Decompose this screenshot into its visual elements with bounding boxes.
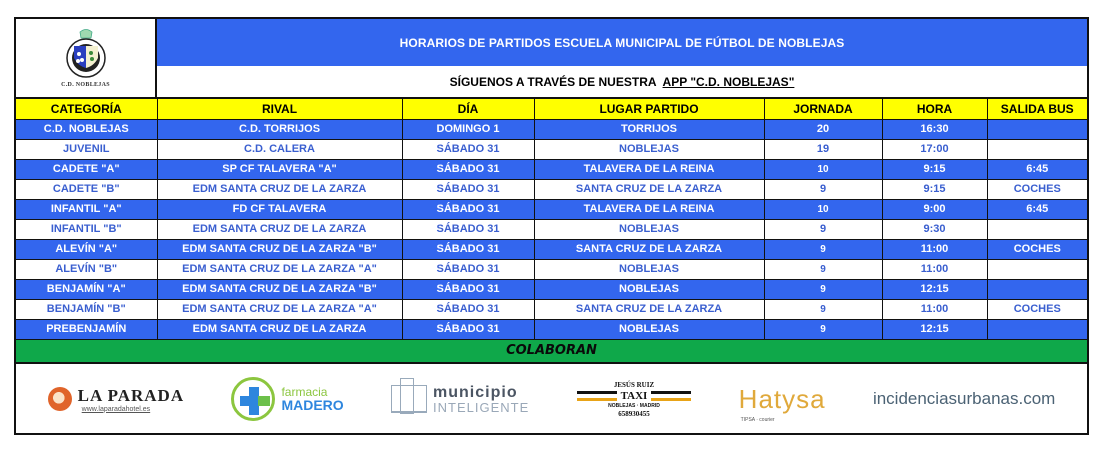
hatysa-name: Hatysa <box>738 383 826 414</box>
title-block <box>157 19 1087 97</box>
cell-lugar: NOBLEJAS <box>534 139 764 159</box>
cell-dia: SÁBADO 31 <box>402 159 534 179</box>
table-header-row <box>16 99 1087 119</box>
cell-hora: 12:15 <box>882 279 987 299</box>
cell-hora: 9:00 <box>882 199 987 219</box>
club-logo <box>16 19 157 97</box>
cell-salida-bus: 6:45 <box>987 199 1087 219</box>
table-row <box>16 219 1087 239</box>
cell-dia: SÁBADO 31 <box>402 259 534 279</box>
cell-hora: 9:30 <box>882 219 987 239</box>
table-row <box>16 199 1087 219</box>
taxi-wing-right-icon <box>651 391 691 401</box>
colaboran-banner: COLABORAN <box>16 340 1087 364</box>
cell-jornada: 9 <box>764 239 882 259</box>
municipio-line1: municipio <box>433 383 518 401</box>
cell-rival: SP CF TALAVERA "A" <box>157 159 402 179</box>
subtitle-prefix: SÍGUENOS A TRAVÉS DE NUESTRA <box>449 74 657 89</box>
sponsor-taxi-jesus-ruiz[interactable] <box>577 381 692 418</box>
cell-salida-bus: COCHES <box>987 299 1087 319</box>
cell-lugar: TALAVERA DE LA REINA <box>534 159 764 179</box>
cell-rival: C.D. TORRIJOS <box>157 119 402 139</box>
subtitle <box>157 66 1087 97</box>
page-title: HORARIOS DE PARTIDOS ESCUELA MUNICIPAL DE FÚTBOL DE NOBLEJAS <box>157 19 1087 66</box>
cell-rival: EDM SANTA CRUZ DE LA ZARZA <box>157 179 402 199</box>
cell-categoria: BENJAMÍN "B" <box>16 299 157 319</box>
taxi-phone: 658930455 <box>618 409 650 418</box>
cell-hora: 11:00 <box>882 299 987 319</box>
cell-rival: EDM SANTA CRUZ DE LA ZARZA "B" <box>157 279 402 299</box>
sponsor-la-parada[interactable] <box>48 386 184 413</box>
cell-jornada: 9 <box>764 179 882 199</box>
cell-categoria: INFANTIL "A" <box>16 199 157 219</box>
cell-jornada: 9 <box>764 219 882 239</box>
sponsor-incidencias-urbanas[interactable] <box>873 389 1055 409</box>
cell-dia: SÁBADO 31 <box>402 139 534 159</box>
sponsor-municipio-inteligente[interactable] <box>391 385 529 414</box>
cell-categoria: ALEVÍN "A" <box>16 239 157 259</box>
table-row <box>16 179 1087 199</box>
cell-salida-bus <box>987 219 1087 239</box>
cell-hora: 9:15 <box>882 179 987 199</box>
la-parada-name: LA PARADA <box>77 385 185 405</box>
cell-hora: 11:00 <box>882 239 987 259</box>
city-buildings-icon <box>391 385 427 413</box>
table-row <box>16 119 1087 139</box>
cell-dia: SÁBADO 31 <box>402 219 534 239</box>
cell-rival: EDM SANTA CRUZ DE LA ZARZA "A" <box>157 259 402 279</box>
cell-categoria: C.D. NOBLEJAS <box>16 119 157 139</box>
cell-jornada: 9 <box>764 279 882 299</box>
cell-rival: EDM SANTA CRUZ DE LA ZARZA "B" <box>157 239 402 259</box>
table-row <box>16 319 1087 339</box>
cell-jornada: 9 <box>764 259 882 279</box>
incidencias-name[interactable]: incidenciasurbanas.com <box>872 389 1056 408</box>
cell-dia: SÁBADO 31 <box>402 319 534 339</box>
column-header-hora: HORA <box>882 99 987 119</box>
club-logo-text: C.D. NOBLEJAS <box>61 82 110 88</box>
taxi-wing-left-icon <box>577 391 617 401</box>
sponsor-farmacia-madero[interactable] <box>231 377 343 421</box>
cell-salida-bus: COCHES <box>987 179 1087 199</box>
cell-salida-bus <box>987 259 1087 279</box>
sponsor-hatysa[interactable] <box>738 383 826 423</box>
cell-hora: 16:30 <box>882 119 987 139</box>
cell-lugar: NOBLEJAS <box>534 259 764 279</box>
column-header-salida-bus: SALIDA BUS <box>987 99 1087 119</box>
pharmacy-cross-icon <box>231 377 275 421</box>
cell-categoria: JUVENIL <box>16 139 157 159</box>
table-row <box>16 239 1087 259</box>
cell-lugar: TORRIJOS <box>534 119 764 139</box>
header-block <box>16 19 1087 99</box>
column-header-rival: RIVAL <box>157 99 402 119</box>
taxi-word: TAXI <box>620 389 648 402</box>
sponsors-row <box>16 364 1087 435</box>
cell-rival: C.D. CALERA <box>157 139 402 159</box>
cell-lugar: NOBLEJAS <box>534 319 764 339</box>
column-header-lugar: LUGAR PARTIDO <box>534 99 764 119</box>
hatysa-sub: TIPSA · courier <box>740 416 775 423</box>
table-row <box>16 279 1087 299</box>
cell-jornada: 10 <box>764 159 882 179</box>
table-row <box>16 259 1087 279</box>
cell-salida-bus: 6:45 <box>987 159 1087 179</box>
cell-lugar: SANTA CRUZ DE LA ZARZA <box>534 299 764 319</box>
cell-categoria: INFANTIL "B" <box>16 219 157 239</box>
cell-lugar: TALAVERA DE LA REINA <box>534 199 764 219</box>
cell-categoria: CADETE "B" <box>16 179 157 199</box>
cell-categoria: PREBENJAMÍN <box>16 319 157 339</box>
cell-dia: SÁBADO 31 <box>402 239 534 259</box>
cell-salida-bus <box>987 119 1087 139</box>
municipio-line2: INTELIGENTE <box>433 399 530 415</box>
cell-salida-bus: COCHES <box>987 239 1087 259</box>
column-header-dia: DÍA <box>402 99 534 119</box>
cell-hora: 12:15 <box>882 319 987 339</box>
la-parada-url[interactable]: www.laparadahotel.es <box>81 405 151 413</box>
cell-lugar: NOBLEJAS <box>534 279 764 299</box>
cell-salida-bus <box>987 279 1087 299</box>
cell-categoria: ALEVÍN "B" <box>16 259 157 279</box>
cell-rival: EDM SANTA CRUZ DE LA ZARZA <box>157 219 402 239</box>
cell-jornada: 9 <box>764 299 882 319</box>
cell-salida-bus <box>987 319 1087 339</box>
cell-hora: 9:15 <box>882 159 987 179</box>
cell-dia: SÁBADO 31 <box>402 199 534 219</box>
cell-lugar: SANTA CRUZ DE LA ZARZA <box>534 239 764 259</box>
column-header-categoria: CATEGORÍA <box>16 99 157 119</box>
cell-rival: EDM SANTA CRUZ DE LA ZARZA "A" <box>157 299 402 319</box>
cell-salida-bus <box>987 139 1087 159</box>
cell-jornada: 20 <box>764 119 882 139</box>
column-header-jornada: JORNADA <box>764 99 882 119</box>
cell-rival: EDM SANTA CRUZ DE LA ZARZA <box>157 319 402 339</box>
club-crest-icon <box>64 28 108 80</box>
cell-jornada: 10 <box>764 199 882 219</box>
cell-hora: 17:00 <box>882 139 987 159</box>
cell-dia: SÁBADO 31 <box>402 179 534 199</box>
cell-dia: SÁBADO 31 <box>402 299 534 319</box>
cell-rival: FD CF TALAVERA <box>157 199 402 219</box>
cell-dia: DOMINGO 1 <box>402 119 534 139</box>
table-row <box>16 159 1087 179</box>
table-row <box>16 139 1087 159</box>
app-link[interactable]: APP "C.D. NOBLEJAS" <box>662 74 795 89</box>
cell-categoria: CADETE "A" <box>16 159 157 179</box>
cell-categoria: BENJAMÍN "A" <box>16 279 157 299</box>
cell-lugar: SANTA CRUZ DE LA ZARZA <box>534 179 764 199</box>
farmacia-line1: farmacia <box>281 385 328 399</box>
cell-jornada: 19 <box>764 139 882 159</box>
taxi-owner: JESÚS RUIZ <box>613 380 655 389</box>
schedule-sheet <box>14 17 1089 435</box>
la-parada-logo-icon <box>48 387 72 411</box>
cell-lugar: NOBLEJAS <box>534 219 764 239</box>
cell-jornada: 9 <box>764 319 882 339</box>
schedule-table <box>16 99 1087 340</box>
table-row <box>16 299 1087 319</box>
taxi-locations: NOBLEJAS · MADRID <box>608 402 660 409</box>
cell-hora: 11:00 <box>882 259 987 279</box>
cell-dia: SÁBADO 31 <box>402 279 534 299</box>
farmacia-line2: MADERO <box>281 397 344 413</box>
